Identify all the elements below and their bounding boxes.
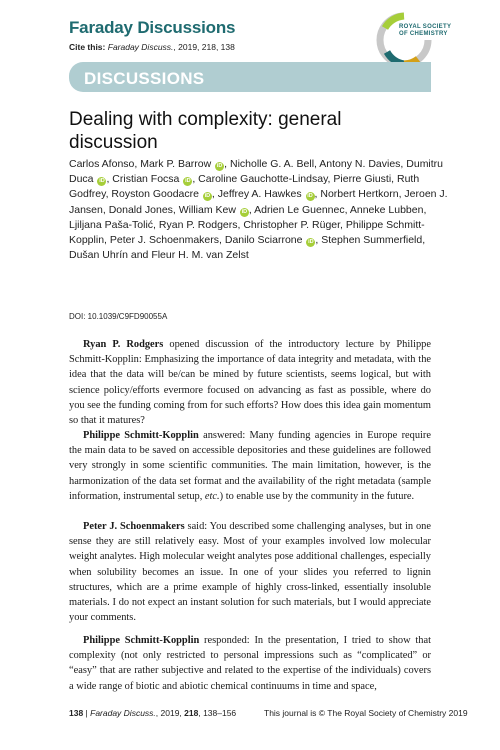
paragraph-text-end: ) to enable use by the community in the future. (219, 490, 415, 502)
orcid-icon[interactable]: iD (99, 178, 105, 185)
author-name[interactable]: Peter J. Schoenmakers (109, 234, 220, 247)
journal-title: Faraday Discussions (69, 18, 236, 37)
author-name[interactable]: Anneke Lubben (349, 203, 424, 216)
rsc-logo-line-1: ROYAL SOCIETY (399, 24, 452, 30)
author-name[interactable]: Christopher P. Rüger (243, 218, 341, 231)
author-name[interactable]: Caroline Gauchotte-Lindsay (198, 173, 328, 186)
author-name[interactable]: Cristian Focsa (112, 173, 180, 186)
author-name[interactable]: Danilo Sciarrone (224, 234, 303, 247)
author-name[interactable]: Mark P. Barrow (140, 158, 212, 170)
author-name[interactable]: Donald Jones (108, 203, 173, 216)
author-name[interactable]: Ruth Godfrey (69, 173, 420, 201)
footer-pages: , 138–156 (198, 708, 237, 718)
paragraph-2 (69, 428, 431, 504)
author-name[interactable]: Norbert Hertkorn (320, 188, 399, 201)
paragraph-text: said: You described some challenging analyses, but in one sense they are still relatively easy. Most of your examples involved low molecular weight analytes. High molecular weight analytes pose additional challenges, especially when solubility becomes an issue. In one of your slides you referred to lignin structures, which are a prime example of highly cross-linked, essentially insoluble materials. I do not expect an instant solution for such materials, but I would appreciate your comments. (69, 521, 431, 624)
rsc-logo-icon (373, 10, 435, 70)
author-name[interactable]: Royston Goodacre (111, 188, 199, 201)
footer-journal: Faraday Discuss. (90, 708, 156, 718)
footer-year: , 2019, (155, 708, 185, 718)
speaker-name: Philippe Schmitt-Kopplin (83, 635, 200, 646)
author-name[interactable]: Ryan P. Rodgers (158, 218, 238, 231)
cite-label: Cite this: (69, 42, 106, 52)
paragraph-4 (69, 633, 431, 694)
author-name[interactable]: Nicholle G. A. Bell (229, 158, 315, 170)
paragraph-3 (69, 519, 431, 625)
footer-copyright: This journal is © The Royal Society of Chemistry 2019 (264, 708, 468, 718)
page-footer (69, 708, 236, 718)
doi-line: DOI: 10.1039/C9FD90055A (69, 312, 168, 321)
author-name[interactable]: Pierre Giusti (333, 173, 392, 186)
orcid-icon[interactable]: iD (308, 239, 314, 246)
speaker-name: Peter J. Schoenmakers (83, 521, 185, 532)
orcid-icon[interactable]: iD (185, 178, 191, 185)
citation-line (69, 42, 235, 52)
author-list: Carlos Afonso, Mark P. Barrow iD , Nicholle G. A. Bell, Antony N. Davies, Dumitru Duca iD , Cristian Focsa iD , Caroline Gauchotte-Lindsay, Pierre Giusti, Ruth Godfrey, Royston Goodacre iD , Jeffrey A. Hawkes iD , Norbert Hertkorn, Jeroen J. Jansen, Donald Jones, William Kew iD , Adrien Le Guennec, Anneke Lubben, Ljiljana Paša-Tolić, Ryan P. Rodgers, Christopher P. Rüger, Philippe Schmitt-Kopplin, Peter J. Schoenmakers, Danilo Sciarrone iD , Stephen Summerfield, Dušan Uhrín and Fleur H. M. van Zelst (69, 158, 448, 262)
speaker-name: Ryan P. Rodgers (83, 339, 164, 350)
page-number: 138 (69, 708, 84, 718)
paragraph-text: answered: Many funding agencies in Europe require the main data to be saved on accessible depositories and these guidelines are followed very strongly in some scientific communities. The main limitation, however, is the harmonization of the data set format and the availability of the right metadata (sample information, instrumental setup, (69, 430, 431, 502)
paragraph-text: responded: In the presentation, I tried to show that complexity (not only restricted to personal impressions such as “complicated” or “easy” that are rather subjective and related to the expertise of the individuals) covers a wide range of biotic and abiotic chemical continuums in time and space, (69, 635, 431, 692)
orcid-icon[interactable]: iD (216, 163, 223, 169)
cite-journal: Faraday Discuss. (107, 42, 174, 52)
cite-rest: , 2019, 218, 138 (173, 42, 235, 52)
footer-separator: | (83, 708, 91, 718)
paragraph-text: opened discussion of the introductory lecture by Philippe Schmitt-Kopplin: Emphasizing the importance of data integrity and metadata, with the idea that the data will be/can be mined by future scientists, seems logical, but with science policy/efforts evermore focused on advancing as fast as possible, where do you see the funding coming from for such efforts? How does this idea gain momentum so that it matures? (69, 339, 431, 427)
author-name[interactable]: Antony N. Davies (319, 158, 401, 170)
speaker-name: Philippe Schmitt-Kopplin (83, 430, 199, 441)
article-title: Dealing with complexity: general discussion (69, 109, 342, 153)
author-name[interactable]: Dumitru Duca (69, 158, 444, 186)
paragraph-1 (69, 337, 431, 428)
author-name[interactable]: Jeffrey A. Hawkes (217, 188, 302, 201)
author-name[interactable]: Dušan Uhrín (69, 249, 128, 262)
author-name[interactable]: William Kew (178, 203, 236, 216)
author-name[interactable]: Adrien Le Guennec (254, 203, 345, 216)
author-name[interactable]: Jeroen J. Jansen (69, 188, 448, 216)
author-name[interactable]: Ljiljana Paša-Tolić (69, 218, 154, 231)
rsc-logo-line-2: OF CHEMISTRY (399, 31, 448, 37)
paragraph-etc: etc. (204, 490, 220, 502)
author-name[interactable]: Fleur H. M. van Zelst (151, 249, 249, 262)
orcid-icon[interactable]: iD (204, 193, 211, 200)
orcid-icon[interactable]: iD (307, 193, 313, 200)
orcid-icon[interactable]: iD (241, 208, 248, 215)
section-banner-label: DISCUSSIONS (84, 69, 205, 88)
author-name[interactable]: Philippe Schmitt-Kopplin (69, 218, 425, 247)
rsc-logo-text (399, 24, 451, 38)
author-name[interactable]: Stephen Summerfield (321, 234, 423, 247)
author-name[interactable]: Carlos Afonso (69, 158, 135, 170)
footer-volume: 218 (184, 708, 199, 718)
